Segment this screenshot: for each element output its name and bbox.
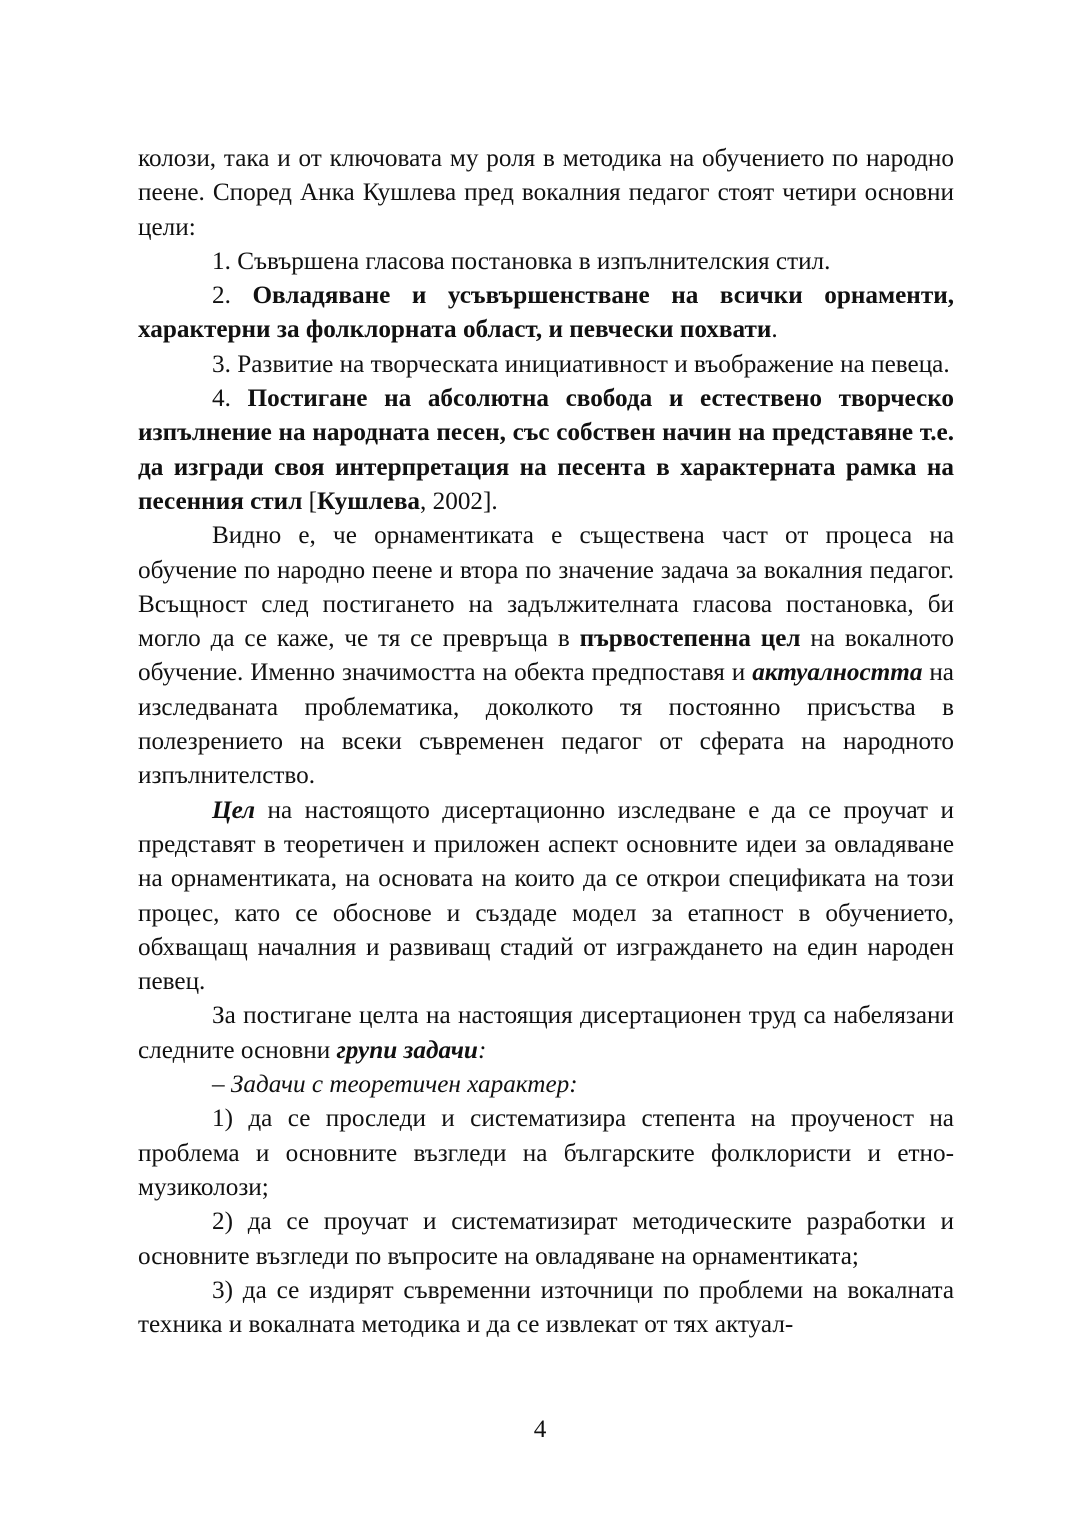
paragraph-ornamentation: Видно е, че орнаментиката е съществена част от процеса на обучение по народно пеене и втора по значение задача за вокалния педагог. Всъщност след постигането на задължителната гласова постановка, би могло да се каже, че тя се превръща в първостепенна цел на вокалното обучение. Именно значимостта на обекта предпоставя и актуалността на изследваната проблематика, доколкото тя постоянно присъства в полезрението на всеки съвременен педагог от сферата на народното изпълнителство. [138,522,955,790]
goal-item-3: 3. Развитие на творческата инициативност и въображение на певеца. [212,350,950,378]
task-item-1: 1) да се проследи и систематизира степента на проученост на проблема и основните възгледи на българските фолклористи и етномузиколози; [138,1105,954,1201]
goal-item-2: 2. Овладяване и усъвършенстване на всички орнаменти, характерни за фолклорната област, и певчески похвати. [138,282,955,344]
paragraph-1: колози, така и от ключовата му роля в методика на обучението по народно пеене. Според Анка Кушлева пред вокалния педагог стоят четири основни цели: [138,145,954,241]
goal-item-1: 1. Съвършена гласова постановка в изпълнителския стил. [212,247,831,275]
task-item-2: 2) да се проучат и систематизират методическите разработки и основните възгледи по въпросите на овладяване на орнаментиката; [138,1208,954,1270]
tasks-theoretical-heading: – Задачи с теоретичен характер: [212,1071,578,1099]
paragraph-tasks-intro: За постигане целта на настоящия дисертационен труд са набелязани следните основни групи задачи: [138,1002,954,1064]
document-body [138,142,954,1342]
task-item-3: 3) да се издирят съвременни източници по проблеми на вокалната техника и вокалната методика и да се извлекат от тях актуал- [138,1276,954,1339]
goal-item-4: 4. Постигане на абсолютна свобода и естествено творческо изпълнение на народната песен, със собствен начин на представяне т.е. да изгради своя интерпретация на песента в характерната рамка на песенния стил [Кушлева, 2002]. [138,385,954,515]
page-number: 4 [533,1416,547,1443]
paragraph-research-goal: Цел на настоящото дисертационно изследване е да се проучат и представят в теоретичен и приложен аспект основните идеи за овладяване на орнаментиката, на основата на които да се открои спецификата на този процес, като се обоснове и създаде модел за етапност в обучението, обхващащ началния и развиващ стадий от изграждането на един народен певец. [138,796,954,996]
